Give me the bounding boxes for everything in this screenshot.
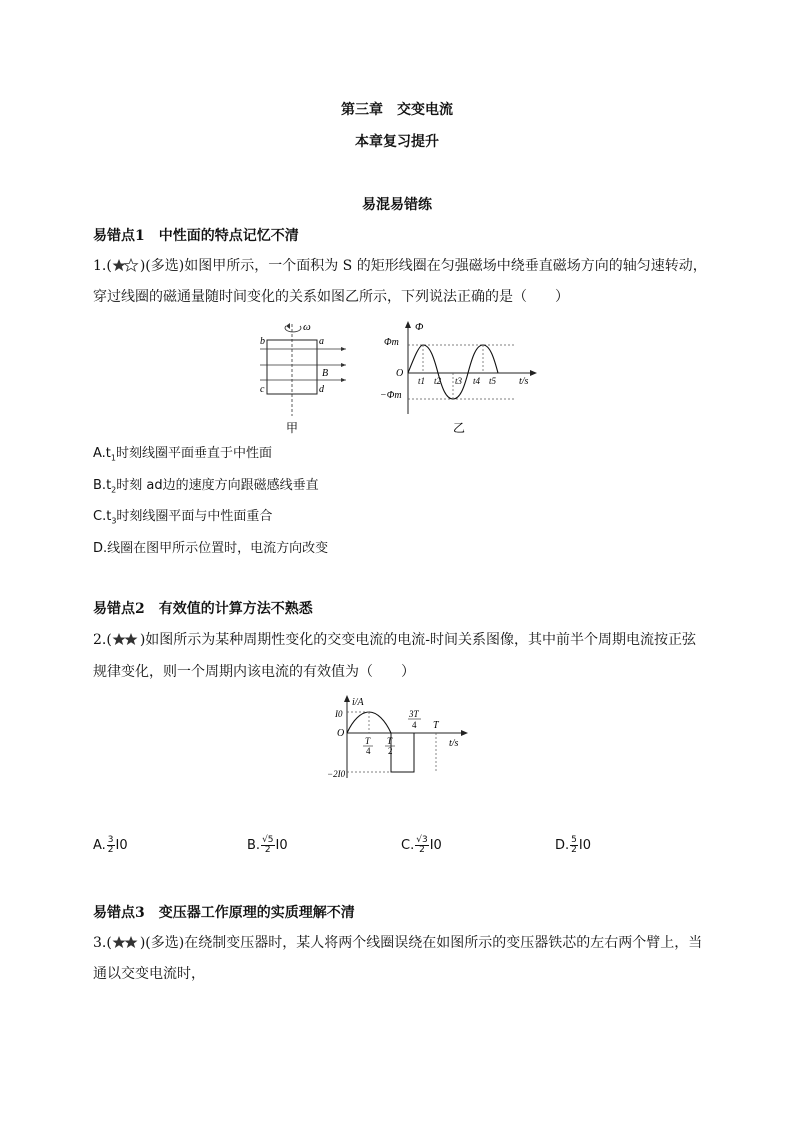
- q1-option-a[interactable]: $A.t_1$时刻线圈平面垂直于中性面: [93, 446, 273, 463]
- phi-axis-label: Φ: [415, 321, 424, 333]
- q3-line1: 3.( )(多选)在绕制变压器时，某人将两个线圈误绕在如图所示的变压器铁芯的左右两个臂上，当: [93, 935, 703, 951]
- question-text: 如图甲所示，一个面积为 S 的矩形线圈在匀强磁场中绕垂直磁场方向的轴匀速转动，: [184, 258, 707, 274]
- difficulty-stars-icon: [112, 935, 140, 949]
- q2-option-a[interactable]: A. $\frac{3}{2}$ I0: [93, 835, 128, 855]
- neg2i0-label: −2I0: [327, 769, 346, 779]
- error-point-2: 易错点2 有效值的计算方法不熟悉: [93, 601, 313, 617]
- figure-caption-yi: 乙: [453, 421, 466, 435]
- chapter-title: 第三章 交变电流: [341, 102, 453, 118]
- origin-label: O: [337, 728, 345, 739]
- q2-option-b[interactable]: B. $\frac{√5}{2}$ I0: [247, 835, 288, 855]
- error-point-3: 易错点3 变压器工作原理的实质理解不清: [93, 905, 355, 921]
- chapter-subtitle: 本章复习提升: [355, 134, 439, 150]
- q2-option-c[interactable]: C. $\frac{√3}{2}$ I0: [401, 835, 442, 855]
- tick-3t4-den: 4: [412, 720, 417, 730]
- figure-current-graph: [325, 692, 485, 784]
- corner-a: a: [319, 336, 324, 347]
- field-label: B: [322, 368, 329, 379]
- error-point-label: 易错点1: [93, 228, 145, 244]
- tick-t4: t4: [473, 376, 481, 386]
- figure-caption-jia: 甲: [286, 421, 299, 435]
- tick-t1: t1: [418, 376, 426, 386]
- q1-line2: 穿过线圈的磁通量随时间变化的关系如图乙所示，下列说法正确的是（ ）: [93, 289, 569, 305]
- tick-t2: t2: [434, 376, 442, 386]
- phi-min-label: −Φm: [380, 390, 402, 401]
- q2-option-d[interactable]: D. $\frac{5}{2}$ I0: [555, 835, 591, 855]
- origin-label: O: [396, 368, 404, 379]
- q3-line2: 通以交变电流时，: [93, 966, 205, 982]
- q1-option-c[interactable]: $C.t_3$时刻线圈平面与中性面重合: [93, 509, 273, 526]
- figure-flux-graph: [378, 318, 538, 436]
- tick-t2-den: 2: [388, 746, 393, 756]
- i0-label: I0: [335, 709, 343, 719]
- figure-coil-diagram: [250, 318, 350, 436]
- error-point-title: 中性面的特点记忆不清: [158, 228, 299, 244]
- q2-line2: 规律变化，则一个周期内该电流的有效值为（ ）: [93, 664, 415, 680]
- difficulty-stars-icon: [112, 258, 140, 272]
- question-number: 1.: [93, 258, 107, 274]
- corner-b: b: [260, 336, 265, 347]
- phi-max-label: Φm: [384, 337, 399, 348]
- tick-t2-num: T: [387, 736, 393, 746]
- tick-t5: t5: [489, 376, 497, 386]
- corner-d: d: [319, 384, 324, 395]
- tick-t3: t3: [455, 376, 463, 386]
- section-title: 易混易错练: [362, 197, 432, 213]
- tick-t4-den: 4: [366, 746, 371, 756]
- difficulty-stars-icon: [112, 632, 140, 646]
- omega-label: ω: [303, 321, 311, 333]
- q1-line1: 1.( )(多选)如图甲所示，一个面积为 S 的矩形线圈在匀强磁场中绕垂直磁场方向的轴匀速转动，: [93, 258, 707, 274]
- tick-3t4-num: 3T: [409, 709, 419, 719]
- q2-line1: 2.( )如图所示为某种周期性变化的交变电流的电流-时间关系图像，其中前半个周期电流按正弦: [93, 632, 697, 648]
- t-axis-label: t/s: [519, 376, 529, 387]
- tick-t: T: [433, 720, 439, 731]
- t-axis-label: t/s: [449, 738, 459, 749]
- tick-t4-num: T: [365, 736, 371, 746]
- corner-c: c: [260, 384, 265, 395]
- question-tag: (多选): [145, 258, 185, 274]
- q1-option-d[interactable]: D.线圈在图甲所示位置时，电流方向改变: [93, 541, 329, 556]
- error-point-1: [93, 226, 299, 246]
- q1-option-b[interactable]: $B.t_2$时刻 ad边的速度方向跟磁感线垂直: [93, 478, 319, 495]
- y-axis-label: i/A: [352, 697, 364, 708]
